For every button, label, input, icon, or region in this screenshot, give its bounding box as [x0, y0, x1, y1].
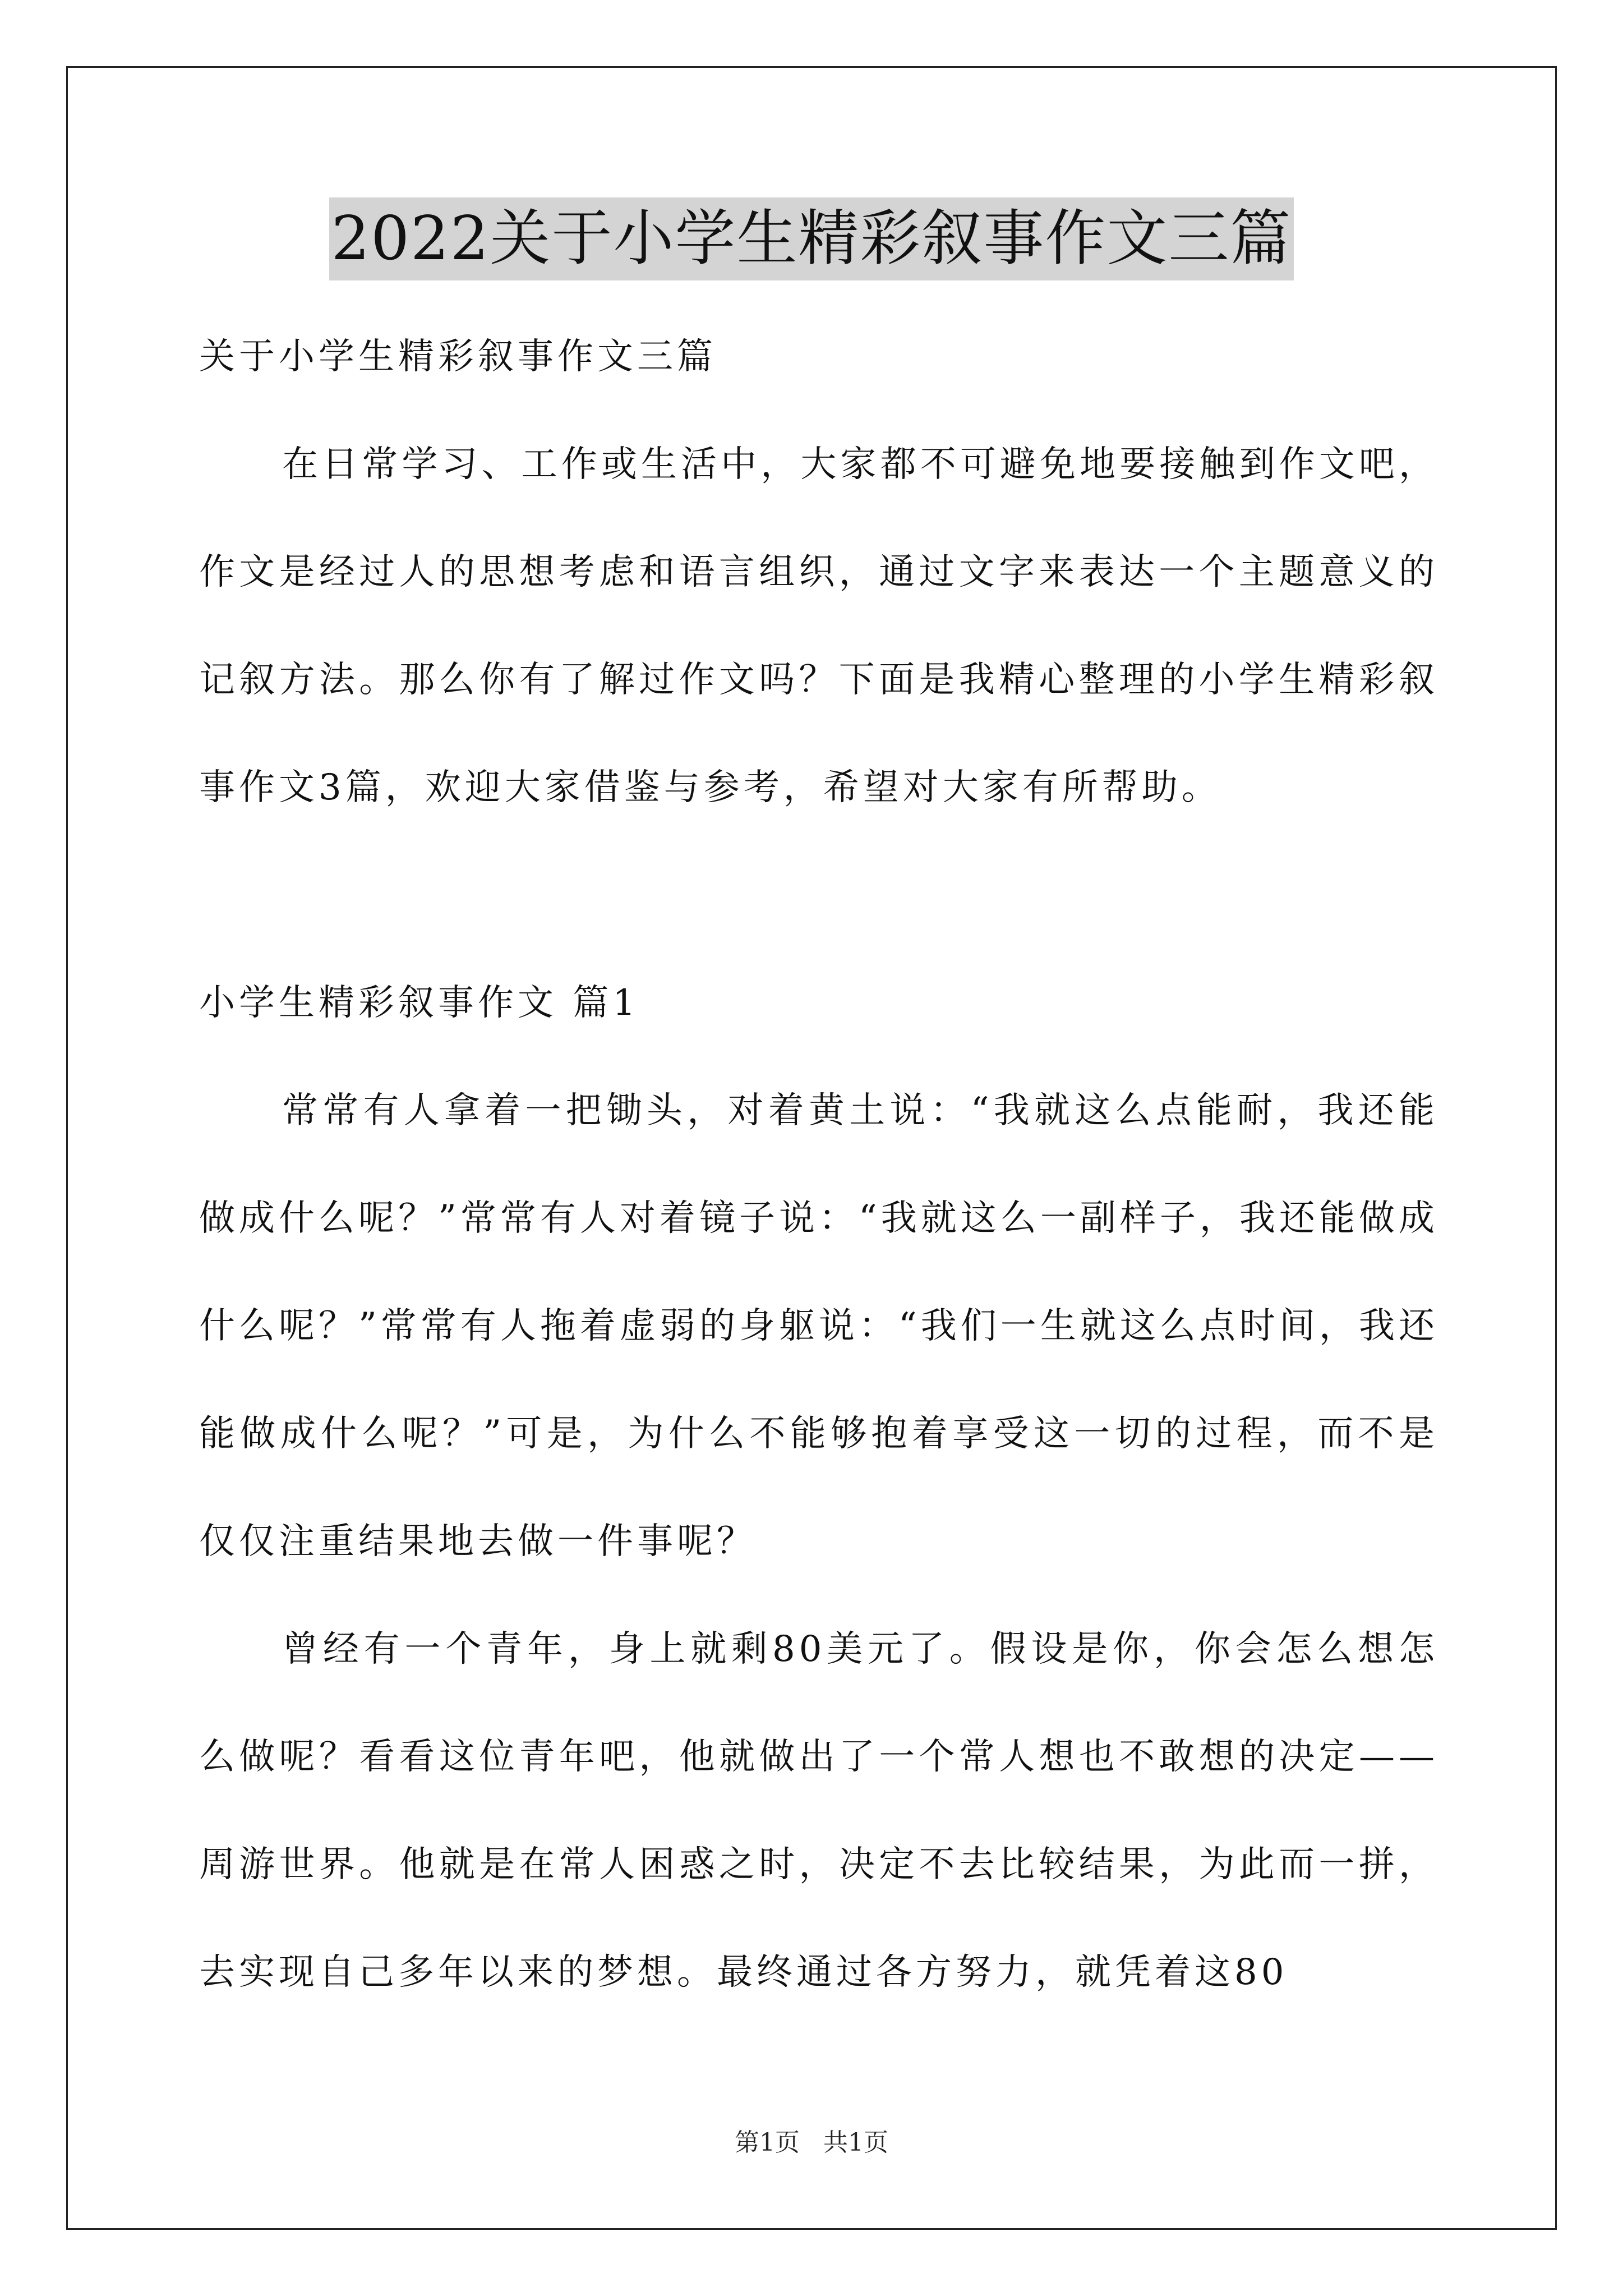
body-paragraph-1: 常常有人拿着一把锄头，对着黄土说：“我就这么点能耐，我还能做成什么呢？”常常有人对着镜子说：“我就这么一副样子，我还能做成什么呢？”常常有人拖着虚弱的身躯说：“我们一生就这么点时间，我还能做成什么呢？”可是，为什么不能够抱着享受这一切的过程，而不是仅仅注重结果地去做一件事呢？ — [199, 1090, 1438, 1562]
page-footer: 第1页 共1页 — [735, 2128, 888, 2157]
title-container — [0, 197, 1623, 280]
section-heading: 小学生精彩叙事作文 篇1 — [199, 982, 640, 1024]
body-paragraph-2: 曾经有一个青年，身上就剩80美元了。假设是你，你会怎么想怎么做呢？看看这位青年吧，他就做出了一个常人想也不敢想的决定——周游世界。他就是在常人困惑之时，决定不去比较结果，为此而一拼，去实现自己多年以来的梦想。最终通过各方努力，就凭着这80 — [199, 1628, 1438, 1993]
section-spacer — [199, 841, 1438, 949]
document-body — [199, 303, 1438, 2026]
document-subtitle: 关于小学生精彩叙事作文三篇 — [199, 336, 717, 378]
intro-paragraph: 在日常学习、工作或生活中，大家都不可避免地要接触到作文吧，作文是经过人的思想考虑和语言组织，通过文字来表达一个主题意义的记叙方法。那么你有了解过作文吗？下面是我精心整理的小学生精彩叙事作文3篇，欢迎大家借鉴与参考，希望对大家有所帮助。 — [199, 444, 1438, 808]
document-title: 2022关于小学生精彩叙事作文三篇 — [329, 197, 1294, 280]
